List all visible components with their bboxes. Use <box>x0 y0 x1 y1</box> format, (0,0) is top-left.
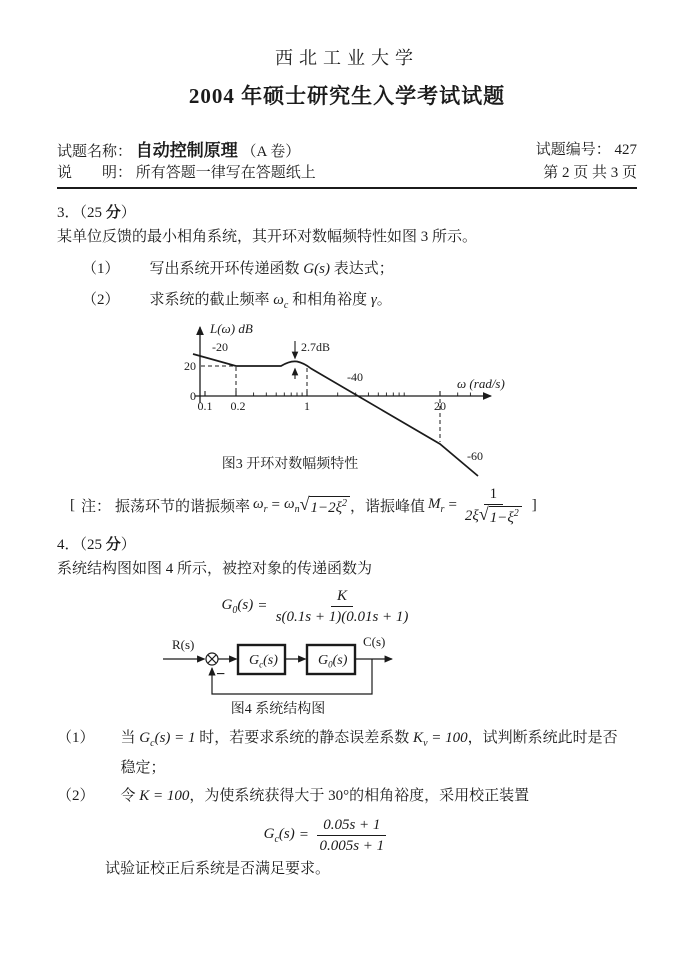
slope-label-60: -60 <box>467 449 483 463</box>
info-row-subject <box>57 140 637 163</box>
g0-lhs: $G_0(s)$ <box>221 596 254 616</box>
g0-denominator: s(0.1s + 1)(0.01s + 1) <box>275 608 409 625</box>
q4-item1-line1: 当 $G_c(s) = 1$ 时，若要求系统的静态误差系数 $K_v = 100$，试判断系统此时是否 <box>120 729 618 749</box>
figure-4-block-diagram <box>150 632 420 718</box>
instruction-label: 说 明： <box>57 165 133 181</box>
code-cell <box>536 140 637 163</box>
g0-block-label: $G_0(s)$ <box>318 652 348 669</box>
question-3-heading <box>57 201 637 222</box>
q3-item2-text-mid: 和相角裕度 <box>288 292 371 308</box>
mr-fraction <box>465 485 522 527</box>
gc-numerator: 0.05s + 1 <box>317 816 386 836</box>
mr-numerator: 1 <box>484 485 504 505</box>
q4-item-1 <box>57 726 637 780</box>
q4-item1-marker: （1） <box>57 729 95 746</box>
f1-sqrt: √ $1-2\xi^2$ <box>300 496 350 517</box>
q4-intro: 系统结构图如图 4 所示，被控对象的传递函数为 <box>57 560 373 577</box>
q3-item2-marker: （2） <box>82 292 120 308</box>
minus-sign: − <box>216 665 226 683</box>
exam-title: 2004 年硕士研究生入学考试试题 <box>188 84 506 108</box>
q4-item2-body: 令 K = 100，为使系统获得大于 30°的相角裕度，采用校正装置 <box>120 787 530 804</box>
subject-cell <box>57 140 300 163</box>
omega-n-symbol: $\omega_n$ <box>284 496 300 516</box>
q4-closing: 试验证校正后系统是否满足要求。 <box>105 860 331 877</box>
y-tick-label-20: 20 <box>184 359 196 373</box>
q3-item1-text-post: 表达式； <box>329 261 394 277</box>
x-tick-label-1: 1 <box>304 399 310 413</box>
q4-close-paren: ） <box>120 536 136 553</box>
slope-label-40: -40 <box>347 370 363 384</box>
q3-points-unit: 分 <box>105 205 121 221</box>
figure-4-caption: 图4 系统结构图 <box>230 701 326 717</box>
gamma-symbol: γ <box>370 292 377 308</box>
q4-item2-marker: （2） <box>57 787 95 804</box>
gc-block-label: $G_c(s)$ <box>249 652 278 669</box>
gc-transfer-function <box>57 816 597 855</box>
q3-item1-text-pre: 写出系统开环传递函数 <box>149 261 304 277</box>
g0-transfer-function <box>57 587 577 626</box>
subject-variant: （A 卷） <box>241 144 301 160</box>
omega-c-symbol: $\omega_c$ <box>273 292 289 311</box>
y-axis-label: L(ω) dB <box>210 321 253 336</box>
x-tick-label-0-1: 0.1 <box>197 399 213 413</box>
omega-r-symbol: $\omega_r$ <box>253 496 268 516</box>
code-label: 试题编号： <box>535 142 611 158</box>
output-label: C(s) <box>363 633 386 649</box>
summing-junction <box>206 653 218 665</box>
mr-denominator: 2ξ √ $1-\xi^2$ <box>465 505 522 527</box>
question-4-heading <box>57 533 637 554</box>
note-open-bracket: [ <box>70 497 75 514</box>
q3-item-1 <box>57 257 637 278</box>
q3-close-paren: ） <box>120 205 136 221</box>
gc-denominator: 0.005s + 1 <box>319 837 385 854</box>
gc-lhs: $G_c(s)$ <box>263 825 295 845</box>
subject-name: 自动控制原理 <box>135 141 238 160</box>
code-value: 427 <box>614 142 637 158</box>
q3-number: 3．（25 <box>57 205 106 221</box>
note-text-2: ，谐振峰值 <box>350 499 426 516</box>
figure-3-caption: 图3 开环对数幅频特性 <box>221 457 359 472</box>
q3-item1-math: G(s) <box>303 261 330 277</box>
g0-equals: = <box>258 597 267 614</box>
input-label: R(s) <box>172 636 195 652</box>
university-title: 西北工业大学 <box>275 48 419 68</box>
gc-fraction <box>317 816 386 855</box>
q3-item2-text-post: 。 <box>376 292 392 308</box>
note-close-bracket: ] <box>531 497 537 514</box>
q4-item1-body <box>121 726 618 780</box>
q3-intro: 某单位反馈的最小相角系统，其开环对数幅频特性如图 3 所示。 <box>57 229 478 245</box>
info-row-instruction <box>57 163 637 184</box>
note-f1-equals: = <box>271 497 280 514</box>
instruction-cell <box>57 163 316 184</box>
header-divider <box>57 187 637 189</box>
q4-item1-line2: 稳定； <box>120 759 166 776</box>
page-indicator: 第 2 页 共 3 页 <box>543 165 637 181</box>
note-label: 注： <box>81 499 112 516</box>
subject-label: 试题名称： <box>57 144 133 160</box>
peak-annotation-label: 2.7dB <box>301 340 331 354</box>
note-f2-equals: = <box>448 497 457 514</box>
x-tick-label-0-2: 0.2 <box>230 399 246 413</box>
y-tick-label-0: 0 <box>190 389 196 403</box>
instruction-text: 所有答题一律写在答题纸上 <box>135 165 316 181</box>
resonance-note <box>70 485 637 527</box>
slope-label-20: -20 <box>212 340 228 354</box>
g0-numerator: K <box>331 587 353 607</box>
q3-item-2 <box>57 288 637 311</box>
q3-item1-marker: （1） <box>82 261 120 277</box>
x-tick-label-20: 20 <box>434 399 446 413</box>
x-axis-major-ticks <box>205 391 440 396</box>
g0-fraction <box>276 587 409 626</box>
x-axis-label: ω (rad/s) <box>457 376 505 391</box>
figure-3-bode-plot <box>155 317 525 483</box>
note-text-1: 振荡环节的谐振频率 <box>115 499 251 516</box>
exam-info-block <box>57 140 637 184</box>
q3-item2-text-pre: 求系统的截止频率 <box>149 292 274 308</box>
feedback-line <box>212 659 372 694</box>
gc-equals: = <box>299 826 309 843</box>
q4-number: 4．（25 <box>57 536 106 553</box>
m-r-symbol: $M_r$ <box>428 496 445 516</box>
q4-item-2 <box>57 784 637 808</box>
q4-points-unit: 分 <box>105 536 121 553</box>
